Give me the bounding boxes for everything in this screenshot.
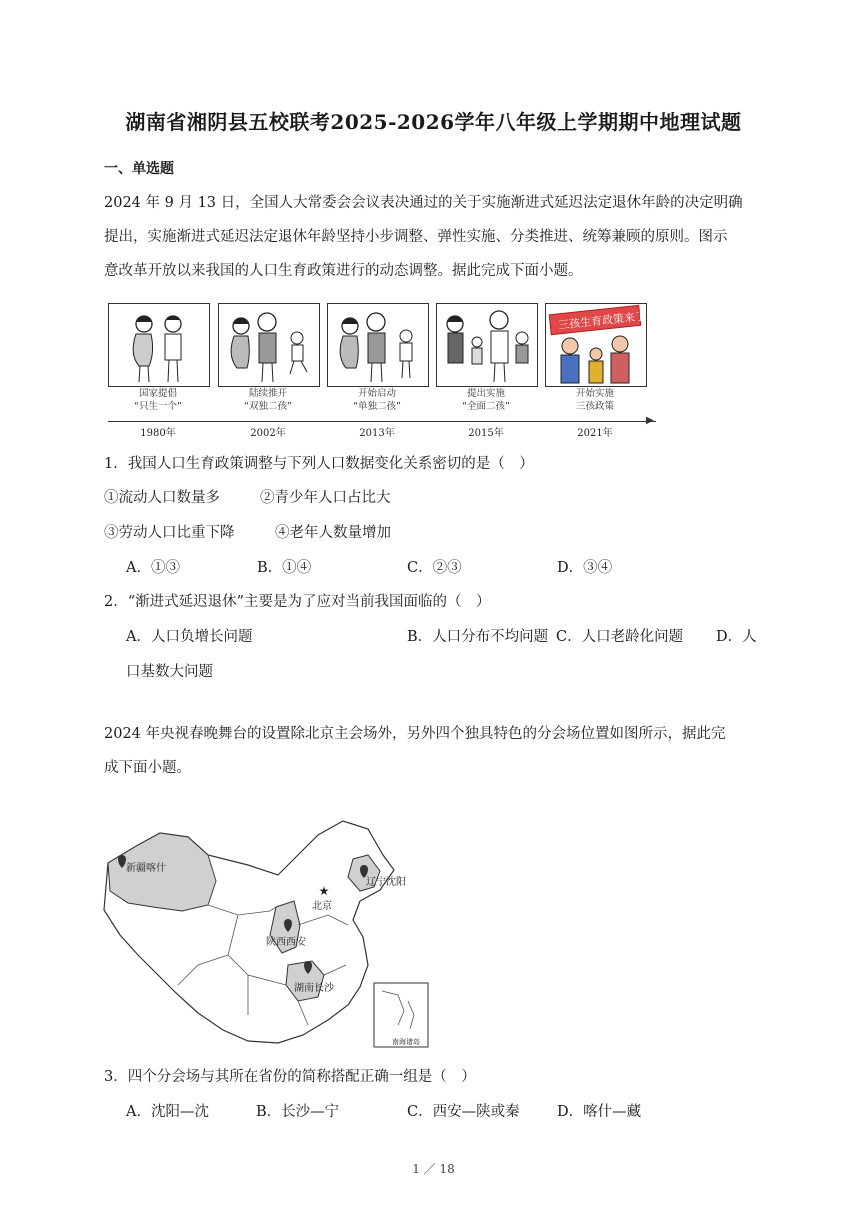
panel-1980 xyxy=(108,303,210,387)
q3-option-d[interactable]: D．喀什—藏 xyxy=(557,1104,642,1120)
q2-option-d[interactable]: D．人 xyxy=(716,629,757,645)
map-label-beijing: 北京 xyxy=(312,901,332,912)
q2-option-b[interactable]: B．人口分布不均问题 xyxy=(407,629,549,645)
q1-option-d[interactable]: D．③④ xyxy=(557,560,613,576)
q3-option-a[interactable]: A．沈阳—沈 xyxy=(126,1104,209,1120)
arrow-right-icon: ▶ xyxy=(646,415,654,426)
timeline-caption: 国家提倡 “只生一个” xyxy=(134,388,182,412)
q1-statement: ④老年人数量增加 xyxy=(275,525,391,541)
map-label-inset: 南海诸岛 xyxy=(392,1038,420,1046)
q2-option-d-continued: 口基数大问题 xyxy=(126,664,213,680)
section-heading: 一、单选题 xyxy=(104,161,174,177)
q2-option-c[interactable]: C．人口老龄化问题 xyxy=(556,629,684,645)
panel-2021 xyxy=(545,303,647,387)
map-label-liaoning: 辽宁沈阳 xyxy=(366,877,406,888)
panel-2002 xyxy=(218,303,320,387)
q3-option-b[interactable]: B．长沙—宁 xyxy=(256,1104,340,1120)
q3-option-c[interactable]: C．西安—陕或秦 xyxy=(407,1104,520,1120)
q1-option-b[interactable]: B．①④ xyxy=(257,560,312,576)
q1-statement: ②青少年人口占比大 xyxy=(260,490,391,506)
map-label-xinjiang: 新疆喀什 xyxy=(126,863,166,874)
q1-option-a[interactable]: A．①③ xyxy=(126,560,180,576)
family-illustration-icon xyxy=(219,304,319,386)
banner-text: 三孩生育政策来了 xyxy=(557,309,646,332)
q1-statement: ①流动人口数量多 xyxy=(104,490,220,506)
timeline-year: 2002年 xyxy=(250,428,286,439)
question-3-stem: 3．四个分会场与其所在省份的简称搭配正确一组是（ ） xyxy=(104,1069,476,1085)
timeline-caption: 开始实施 三孩政策 xyxy=(575,388,614,412)
map-label-hunan: 湖南长沙 xyxy=(294,983,334,994)
timeline-caption: 提出实施 “全面二孩” xyxy=(462,388,510,412)
timeline-caption: 开始启动 “单独二孩” xyxy=(353,388,401,412)
panel-2015 xyxy=(436,303,538,387)
intro-line: 意改革开放以来我国的人口生育政策进行的动态调整。据此完成下面小题。 xyxy=(104,263,583,279)
intro-paragraph-1 xyxy=(104,186,764,288)
china-map-figure xyxy=(98,815,438,1053)
capital-star-icon: ★ xyxy=(318,884,330,898)
page-title: 湖南省湘阴县五校联考2025-2026学年八年级上学期期中地理试题 xyxy=(125,110,742,134)
family-illustration-icon xyxy=(437,304,537,386)
family-illustration-icon xyxy=(328,304,428,386)
timeline-year: 1980年 xyxy=(140,428,176,439)
question-1-stem: 1．我国人口生育政策调整与下列人口数据变化关系密切的是（ ） xyxy=(104,456,534,472)
policy-timeline-figure xyxy=(108,303,656,439)
timeline-year: 2015年 xyxy=(468,428,504,439)
intro-line: 2024 年央视春晚舞台的设置除北京主会场外，另外四个独具特色的分会场位置如图所示，据此完 xyxy=(104,726,726,742)
intro-paragraph-2 xyxy=(104,717,764,785)
map-label-shaanxi: 陕西西安 xyxy=(266,937,306,948)
timeline-year: 2021年 xyxy=(577,428,613,439)
intro-line: 提出，实施渐进式延迟法定退休年龄坚持小步调整、弹性实施、分类推进、统筹兼顾的原则。图示 xyxy=(104,229,728,245)
q1-option-c[interactable]: C．②③ xyxy=(407,560,462,576)
q1-statement: ③劳动人口比重下降 xyxy=(104,525,235,541)
timeline-caption: 陆续推开 “双独二孩” xyxy=(244,388,292,412)
q2-option-a[interactable]: A．人口负增长问题 xyxy=(126,629,253,645)
intro-line: 成下面小题。 xyxy=(104,760,191,776)
page-number: 1 ／ 18 xyxy=(412,1162,455,1176)
family-illustration-icon xyxy=(546,304,646,386)
question-2-stem: 2．“渐进式延迟退休”主要是为了应对当前我国面临的（ ） xyxy=(104,594,491,610)
panel-2013 xyxy=(327,303,429,387)
intro-line: 2024 年 9 月 13 日，全国人大常委会会议表决通过的关于实施渐进式延迟法定退休年龄的决定明确 xyxy=(104,195,743,211)
family-illustration-icon xyxy=(109,304,209,386)
timeline-axis xyxy=(108,421,656,422)
timeline-year: 2013年 xyxy=(359,428,395,439)
